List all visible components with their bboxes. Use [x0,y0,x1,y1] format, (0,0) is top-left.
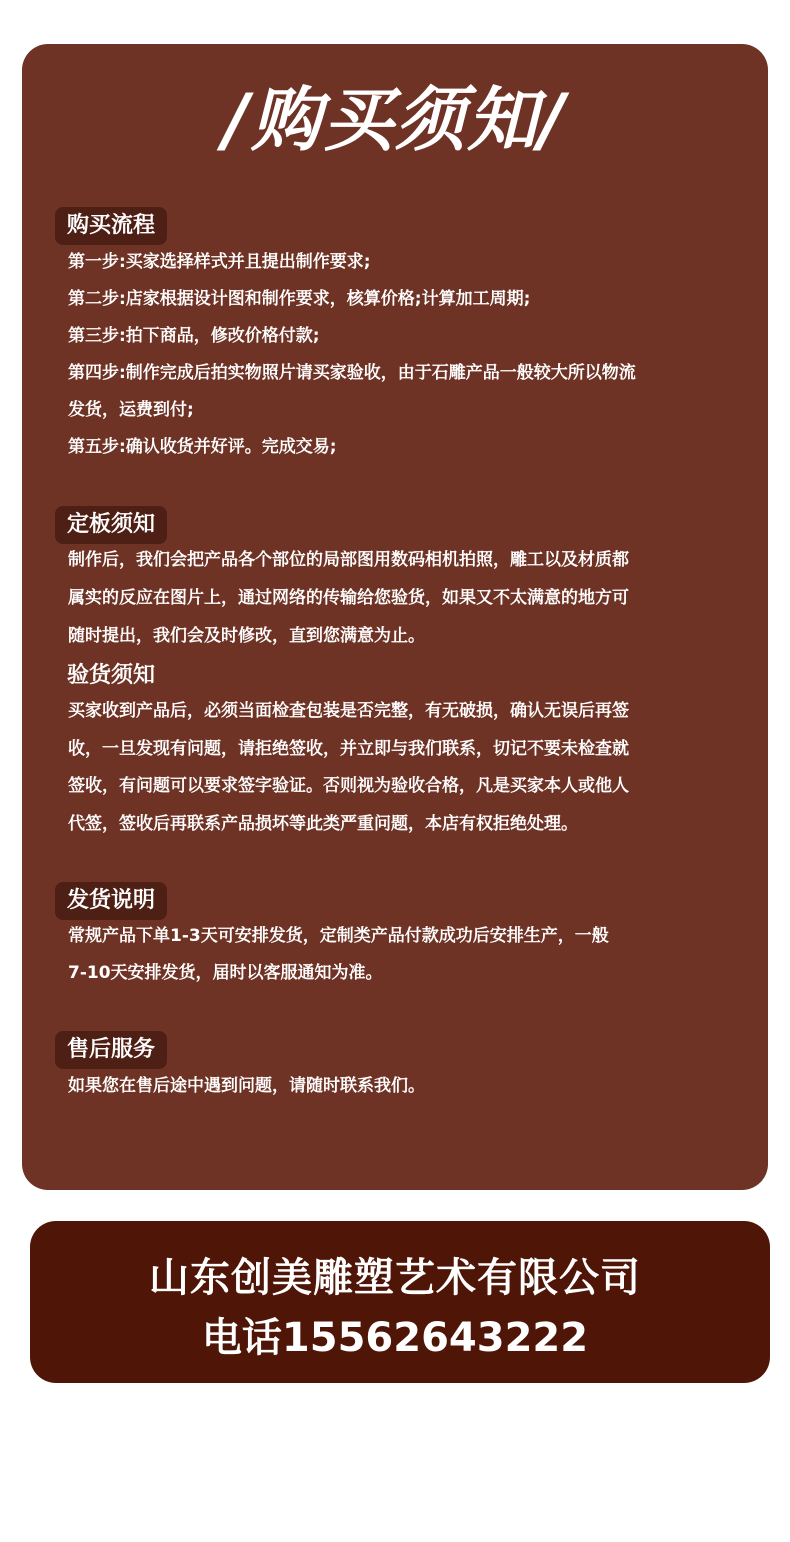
inspection-notice-line: 签收，有问题可以要求签字验证。否则视为验收合格，凡是买家本人或他人 [68,776,629,796]
section-heading-purchase-flow: 购买流程 [55,207,167,245]
inspection-notice-line: 代签，签收后再联系产品损坏等此类严重问题，本店有权拒绝处理。 [68,814,578,834]
shipping-line: 7-10天安排发货，届时以客服通知为准。 [68,963,383,983]
after-sales-line: 如果您在售后途中遇到问题，请随时联系我们。 [68,1076,425,1096]
purchase-flow-line: 第四步:制作完成后拍实物照片请买家验收，由于石雕产品一般较大所以物流 [68,363,636,383]
sample-notice-line: 制作后，我们会把产品各个部位的局部图用数码相机拍照，雕工以及材质都 [68,550,629,570]
page-title: /购买须知/ [223,79,567,161]
purchase-flow-line: 第一步:买家选择样式并且提出制作要求; [68,252,371,272]
purchase-flow-line: 第三步:拍下商品，修改价格付款; [68,326,320,346]
section-heading-shipping: 发货说明 [55,882,167,920]
company-name: 山东创美雕塑艺术有限公司 [149,1255,641,1301]
company-phone: 电话15562643222 [201,1315,589,1361]
section-heading-after-sales: 售后服务 [55,1031,167,1069]
section-heading-inspection-notice: 验货须知 [67,663,156,688]
shipping-line: 常规产品下单1-3天可安排发货，定制类产品付款成功后安排生产，一般 [68,926,609,946]
purchase-flow-line: 发货，运费到付; [68,400,194,420]
sample-notice-line: 属实的反应在图片上，通过网络的传输给您验货，如果又不太满意的地方可 [68,588,629,608]
inspection-notice-line: 买家收到产品后，必须当面检查包装是否完整，有无破损，确认无误后再签 [68,701,629,721]
purchase-flow-line: 第五步:确认收货并好评。完成交易; [68,437,337,457]
purchase-flow-line: 第二步:店家根据设计图和制作要求，核算价格;计算加工周期; [68,289,531,309]
inspection-notice-line: 收，一旦发现有问题，请拒绝签收，并立即与我们联系，切记不要未检查就 [68,739,629,759]
section-heading-sample-notice: 定板须知 [55,506,167,544]
sample-notice-line: 随时提出，我们会及时修改，直到您满意为止。 [68,626,425,646]
